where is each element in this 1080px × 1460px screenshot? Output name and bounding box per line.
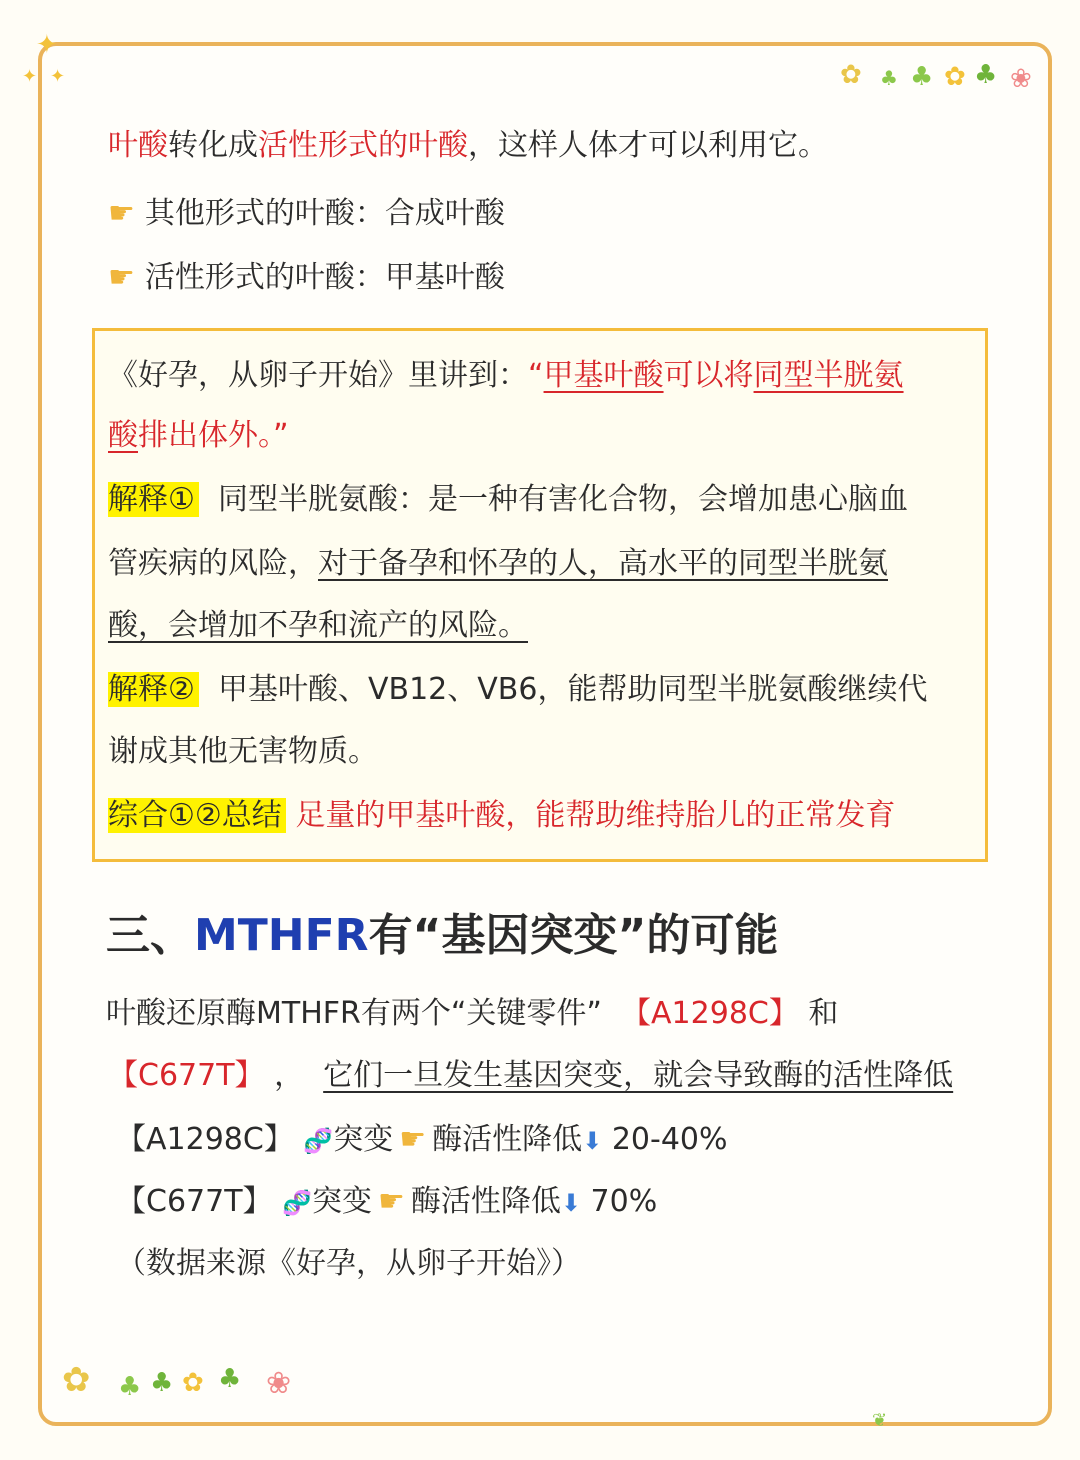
heading-part-b: MTHFR bbox=[194, 910, 369, 961]
explanation-1-underlined: 对于备孕和怀孕的人，高水平的同型半胱氨 bbox=[318, 546, 888, 581]
explanation-2-line-1 bbox=[108, 670, 927, 710]
quote-open: “ bbox=[528, 358, 544, 393]
sprout-icon: ♣ bbox=[150, 1368, 174, 1398]
summary-text: 足量的甲基叶酸，能帮助维持胎儿的正常发育 bbox=[295, 798, 896, 833]
intro-end: ，这样人体才可以利用它。 bbox=[468, 128, 828, 163]
dna-icon: 🧬 bbox=[282, 1189, 312, 1217]
heading-part-c: 有“基因突变”的可能 bbox=[368, 910, 779, 961]
explanation-2-label: 解释② bbox=[108, 672, 199, 707]
mutation-row-c677t bbox=[116, 1182, 657, 1223]
source-text: （数据来源《好孕，从卵子开始》） bbox=[116, 1246, 581, 1281]
bullet-text: 其他形式的叶酸：合成叶酸 bbox=[144, 196, 505, 231]
bullet-item bbox=[108, 194, 505, 234]
bullet-text: 活性形式的叶酸：甲基叶酸 bbox=[144, 260, 505, 295]
sprout-icon: ♣ bbox=[118, 1372, 142, 1402]
explanation-1-line-2 bbox=[108, 544, 888, 584]
sprout-icon: ♣ bbox=[910, 62, 934, 92]
explanation-2-text: 谢成其他无害物质。 bbox=[108, 734, 378, 769]
quote-prefix: 《好孕，从卵子开始》里讲到： bbox=[108, 358, 528, 393]
mutation-word: 突变 bbox=[311, 1184, 372, 1219]
pointing-hand-icon: ☛ bbox=[399, 1122, 427, 1157]
explanation-1-line-1 bbox=[108, 480, 908, 520]
mutation-word: 突变 bbox=[333, 1122, 394, 1157]
quote-red-ul-1: 甲基叶酸 bbox=[543, 358, 664, 393]
pointing-hand-icon: ☛ bbox=[108, 196, 135, 231]
explanation-1-underlined: 酸，会增加不孕和流产的风险。 bbox=[108, 608, 528, 643]
gene-c677t: 【C677T】 bbox=[108, 1058, 265, 1093]
explanation-1-label: 解释① bbox=[108, 482, 199, 517]
explanation-1-text: 同型半胱氨酸：是一种有害化合物，会增加患心脑血 bbox=[217, 482, 908, 517]
mutation-effect: 酶活性降低 bbox=[410, 1184, 561, 1219]
flower-icon: ✿ bbox=[840, 60, 862, 90]
intro-line bbox=[108, 126, 828, 166]
rose-icon: ❀ bbox=[266, 1366, 292, 1401]
quote-line2-red: 排出体外。” bbox=[138, 418, 289, 453]
explanation-2-line-2 bbox=[108, 732, 378, 772]
section-3-paragraph-line-1 bbox=[106, 994, 838, 1034]
mutation-value: 70% bbox=[590, 1184, 658, 1219]
quote-box bbox=[92, 328, 988, 862]
explanation-1-line-3 bbox=[108, 606, 528, 646]
dna-icon: 🧬 bbox=[303, 1127, 334, 1155]
flower-icon: ✿ bbox=[944, 62, 966, 92]
bullet-item bbox=[108, 258, 505, 298]
summary-label: 综合①②总结 bbox=[108, 798, 286, 833]
quote-line-1 bbox=[108, 356, 904, 396]
gene-a1298c: 【A1298C】 bbox=[621, 996, 799, 1031]
section-3-paragraph-line-2 bbox=[108, 1056, 953, 1096]
intro-red-2: 活性形式的叶酸 bbox=[258, 128, 468, 163]
mutation-label: 【A1298C】 bbox=[116, 1122, 294, 1157]
mutation-label: 【C677T】 bbox=[116, 1184, 273, 1219]
pointing-hand-icon: ☛ bbox=[377, 1184, 405, 1219]
sprout-icon: ♣ bbox=[974, 60, 998, 90]
heading-part-a: 三、 bbox=[106, 910, 194, 961]
sparkle-icon: ✦ bbox=[22, 66, 38, 87]
intro-mid: 转化成 bbox=[168, 128, 258, 163]
quote-red-2: 可以将 bbox=[663, 358, 754, 393]
paragraph-text: 和 bbox=[808, 996, 839, 1031]
explanation-2-text: 甲基叶酸、VB12、VB6，能帮助同型半胱氨酸继续代 bbox=[217, 672, 928, 707]
flower-icon: ✿ bbox=[182, 1368, 204, 1398]
section-3-heading bbox=[106, 908, 778, 964]
pointing-hand-icon: ☛ bbox=[108, 260, 135, 295]
paragraph-text: ， bbox=[274, 1058, 305, 1093]
down-arrow-icon: ⬇ bbox=[560, 1189, 581, 1217]
mutation-row-a1298c bbox=[116, 1120, 728, 1161]
quote-line2-ul: 酸 bbox=[108, 418, 138, 453]
paragraph-underlined: 它们一旦发生基因突变，就会导致酶的活性降低 bbox=[323, 1058, 954, 1093]
quote-red-ul-2: 同型半胱氨 bbox=[753, 358, 904, 393]
mutation-effect: 酶活性降低 bbox=[432, 1122, 583, 1157]
explanation-1-text: 管疾病的风险， bbox=[108, 546, 318, 581]
mutation-value: 20-40% bbox=[611, 1122, 728, 1157]
paragraph-text: 叶酸还原酶MTHFR有两个“关键零件” bbox=[106, 996, 602, 1031]
flower-icon: ✿ bbox=[62, 1360, 91, 1400]
sparkle-icon: ✦ bbox=[36, 30, 58, 60]
sparkle-icon: ✦ bbox=[50, 66, 66, 87]
rose-icon: ❀ bbox=[1010, 64, 1032, 94]
leaf-icon: ❦ bbox=[872, 1410, 888, 1431]
data-source bbox=[116, 1244, 581, 1284]
summary-line bbox=[108, 796, 895, 836]
sprout-icon: ♣ bbox=[218, 1364, 242, 1394]
intro-red-1: 叶酸 bbox=[108, 128, 168, 163]
sprout-icon: ♣ bbox=[880, 66, 898, 90]
down-arrow-icon: ⬇ bbox=[582, 1127, 603, 1155]
quote-line-2 bbox=[108, 416, 289, 456]
